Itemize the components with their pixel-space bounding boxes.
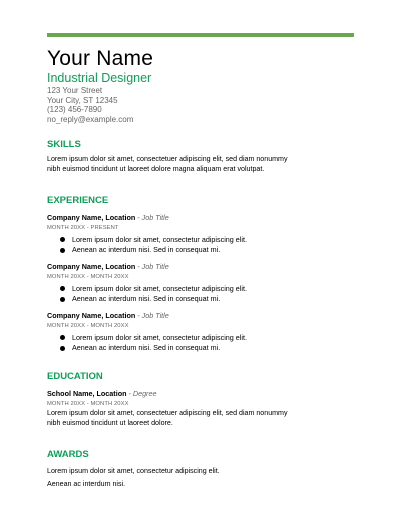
education-heading: EDUCATION — [47, 371, 103, 383]
bullet-icon — [60, 335, 65, 340]
contact-phone: (123) 456-7890 — [47, 105, 102, 115]
education-entry — [47, 389, 354, 429]
bullet-icon — [60, 248, 65, 253]
job-dates: MONTH 20XX - MONTH 20XX — [47, 322, 129, 329]
education-line: Lorem ipsum dolor sit amet, consectetuer adipiscing elit, sed diam nonummy — [47, 409, 288, 418]
bullet-text: Lorem ipsum dolor sit amet, consectetur adipiscing elit. — [72, 332, 247, 342]
job-dates: MONTH 20XX - PRESENT — [47, 224, 119, 231]
job-separator: - — [135, 261, 142, 271]
resume-title: Industrial Designer — [47, 71, 152, 85]
contact-block — [47, 86, 354, 124]
job-entry — [47, 262, 354, 305]
bullet-text: Aenean ac interdum nisi. Sed in consequat mi. — [72, 343, 221, 352]
job-header — [47, 213, 354, 222]
bullet-text: Aenean ac interdum nisi. Sed in consequat mi. — [72, 245, 221, 255]
job-role: Job Title — [141, 212, 169, 222]
job-bullets — [47, 284, 354, 305]
bullet-text: Aenean ac interdum nisi. Sed in consequat mi. — [72, 294, 221, 304]
job-dates: MONTH 20XX - MONTH 20XX — [47, 273, 129, 280]
resume-name: Your Name — [47, 47, 154, 70]
contact-email: no_reply@example.com — [47, 114, 134, 124]
list-item — [60, 284, 354, 294]
job-separator: - — [135, 212, 142, 222]
education-line: nibh euismod tincidunt ut laoreet dolore. — [47, 419, 173, 428]
job-header — [47, 262, 354, 271]
job-entry — [47, 213, 354, 256]
contact-street: 123 Your Street — [47, 86, 103, 95]
job-header — [47, 311, 354, 320]
list-item — [60, 245, 354, 255]
award-item: Lorem ipsum dolor sit amet, consectetur adipiscing elit. — [47, 467, 220, 475]
job-bullets — [47, 235, 354, 256]
job-separator: - — [135, 310, 142, 320]
list-item — [60, 294, 354, 304]
bullet-icon — [60, 346, 65, 351]
education-text — [47, 409, 354, 429]
job-company: Company Name, Location — [47, 310, 136, 320]
school-name: School Name, Location — [47, 389, 127, 399]
resume-content — [47, 47, 354, 491]
education-separator: - — [126, 389, 133, 399]
header-accent-rule — [47, 33, 354, 37]
award-item: Aenean ac interdum nisi. — [47, 480, 126, 488]
bullet-icon — [60, 286, 65, 291]
awards-heading: AWARDS — [47, 449, 89, 460]
job-role: Job Title — [141, 261, 169, 271]
contact-city: Your City, ST 12345 — [47, 95, 118, 105]
skills-line: nibh euismod tincidunt ut laoreet dolore magna aliquam erat volutpat. — [47, 165, 265, 174]
list-item — [60, 343, 354, 353]
bullet-text: Lorem ipsum dolor sit amet, consectetur adipiscing elit. — [72, 234, 247, 244]
list-item — [60, 235, 354, 245]
experience-heading: EXPERIENCE — [47, 194, 109, 206]
skills-line: Lorem ipsum dolor sit amet, consectetuer adipiscing elit, sed diam nonummy — [47, 155, 288, 164]
education-dates: MONTH 20XX - MONTH 20XX — [47, 401, 129, 408]
skills-text — [47, 155, 354, 175]
bullet-icon — [60, 297, 65, 302]
job-role: Job Title — [141, 310, 169, 320]
awards-list — [47, 465, 354, 491]
job-entry — [47, 311, 354, 354]
degree: Degree — [132, 389, 157, 399]
education-header — [47, 389, 354, 398]
skills-heading: SKILLS — [47, 139, 81, 151]
bullet-icon — [60, 237, 65, 242]
job-company: Company Name, Location — [47, 212, 136, 222]
bullet-text: Lorem ipsum dolor sit amet, consectetur adipiscing elit. — [72, 283, 247, 293]
job-bullets — [47, 333, 354, 354]
list-item — [60, 333, 354, 343]
job-company: Company Name, Location — [47, 261, 136, 271]
